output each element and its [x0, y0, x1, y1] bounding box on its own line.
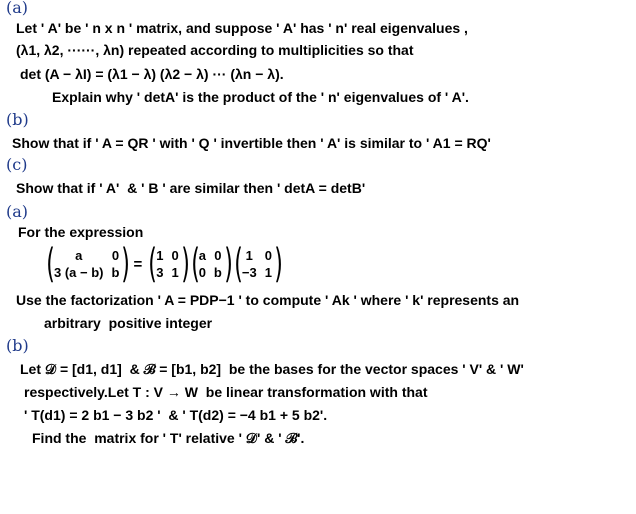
right-paren: ) — [121, 241, 131, 287]
section-a2-line-2: Use the factorization ' A = PDP−1 ' to compute ' Ak ' where ' k' represents an — [16, 292, 520, 308]
section-a1-line-2: (λ1, λ2, ······, λn) repeated according to multiplicities so that — [16, 42, 414, 58]
section-a1-line-1: Let ' A' be ' n x n ' matrix, and suppose ' A' has ' n' real eigenvalues , — [16, 20, 468, 36]
section-b2-line-1: Let 𝒟 = [d1, d1] & ℬ = [b1, b2] be the bases for the vector spaces ' V' & ' W' — [20, 361, 524, 377]
section-b2-line-3: ' T(d1) = 2 b1 − 3 b2 ' & ' T(d2) = −4 b1 + 5 b2'. — [24, 407, 328, 423]
section-label-c: (c) — [6, 155, 28, 174]
left-paren: ( — [148, 241, 158, 287]
matrix-pinv-cell: 1 — [245, 248, 253, 263]
section-a1-line-4: Explain why ' detA' is the product of the ' n' eigenvalues of ' A'. — [52, 89, 469, 105]
matrix-d-cell: 0 — [214, 248, 222, 263]
section-label-a2: (a) — [6, 202, 29, 221]
matrix-lhs-cell: a — [75, 248, 83, 263]
section-label-b2: (b) — [6, 336, 29, 355]
matrix-p-cell: 1 — [156, 248, 164, 263]
section-b2-line-2: respectively.Let T : V → W be linear transformation with that — [24, 384, 428, 400]
matrix-pinv — [242, 248, 272, 280]
section-c-line-1: Show that if ' A' & ' B ' are similar then ' detA = detB' — [16, 180, 366, 196]
section-a2-line-3: arbitrary positive integer — [44, 315, 213, 331]
section-label-a1: (a) — [6, 0, 29, 17]
matrix-p-cell: 0 — [171, 248, 179, 263]
matrix-d-cell: 0 — [198, 265, 206, 280]
left-paren: ( — [190, 241, 200, 287]
section-label-b1: (b) — [6, 110, 29, 129]
right-paren: ) — [274, 241, 283, 287]
matrix-p-cell: 1 — [171, 265, 179, 280]
matrix-lhs-cell: 3 (a − b) — [54, 265, 104, 280]
left-paren: ( — [46, 241, 55, 287]
matrix-p — [156, 248, 178, 280]
matrix-pinv-cell: 0 — [264, 248, 272, 263]
matrix-d-cell: a — [198, 248, 206, 263]
left-paren: ( — [234, 241, 243, 287]
matrix-d-cell: b — [213, 265, 222, 280]
matrix-p-cell: 3 — [156, 265, 164, 280]
right-paren: ) — [180, 241, 190, 287]
matrix-lhs-cell: b — [111, 265, 120, 280]
section-b1-line-1: Show that if ' A = QR ' with ' Q ' invertible then ' A' is similar to ' A1 = RQ' — [12, 135, 491, 151]
matrix-lhs-cell: 0 — [111, 248, 120, 263]
matrix-pinv-cell: −3 — [241, 265, 257, 280]
matrix-d — [199, 248, 222, 280]
equals-sign: = — [133, 255, 143, 273]
section-b2-line-4: Find the matrix for ' T' relative ' 𝒟' & ' ℬ'. — [32, 430, 305, 446]
right-paren: ) — [224, 241, 233, 287]
matrix-lhs — [54, 248, 119, 280]
matrix-pinv-cell: 1 — [264, 265, 272, 280]
matrix-factorization — [44, 241, 283, 287]
section-a2-line-1: For the expression — [18, 224, 144, 240]
section-a1-line-3: det (A − λI) = (λ1 − λ) (λ2 − λ) ··· (λn − λ). — [20, 66, 284, 82]
